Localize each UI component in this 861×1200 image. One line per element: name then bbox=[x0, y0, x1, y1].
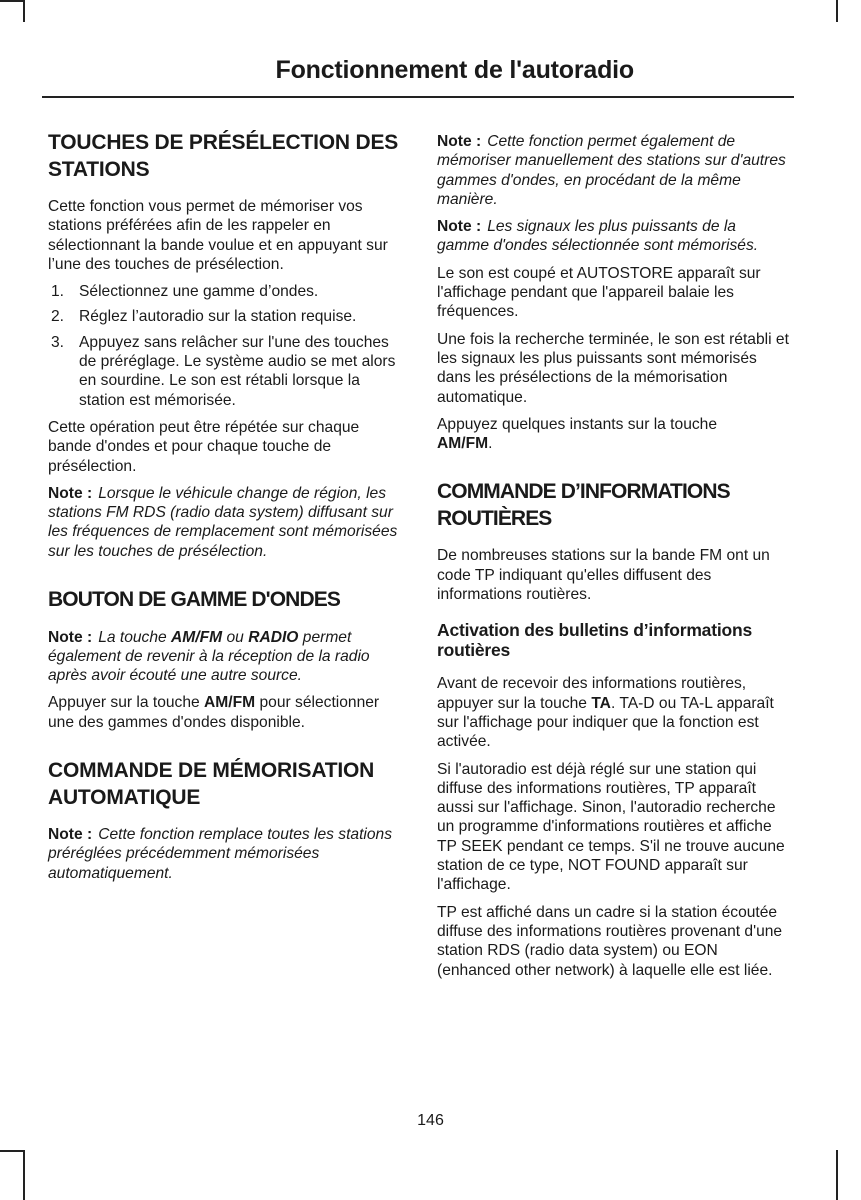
paragraph-tp-code: De nombreuses stations sur la bande FM ont un code TP indiquant qu'elles diffusent des informations routières. bbox=[437, 547, 770, 604]
left-column bbox=[48, 130, 400, 891]
paragraph-intro: Cette fonction vous permet de mémoriser vos stations préférées afin de les rappeler en sélectionnant la bande voulue et en appuyant sur l’une des touches de présélection. bbox=[48, 198, 388, 273]
paragraph-tp-box: TP est affiché dans un cadre si la station écoutée diffuse des informations routières provenant d'une station RDS (radio data system) ou EON (enhanced other network) à laquelle elle est liée. bbox=[437, 903, 783, 979]
crop-mark bbox=[836, 0, 838, 22]
paragraph-autostore-mute: Le son est coupé et AUTOSTORE apparaît sur l'affichage pendant que l'appareil balaie les fréquences. bbox=[437, 264, 761, 321]
paragraph-press-amfm: Appuyez quelques instants sur la touche AM/FM. bbox=[437, 415, 718, 453]
crop-mark bbox=[0, 0, 25, 2]
note-autostore: Note : Cette fonction remplace toutes les stations préréglées précédemment mémorisées automatiquement. bbox=[48, 826, 393, 882]
crop-mark bbox=[836, 1150, 838, 1200]
paragraph-band-select: Appuyer sur la touche AM/FM pour sélectionner une des gammes d'ondes disponible. bbox=[48, 694, 380, 731]
crop-mark bbox=[23, 0, 25, 22]
heading-preset-buttons: TOUCHES DE PRÉSÉLECTION DES STATIONS bbox=[48, 131, 399, 181]
note-band: Note : La touche AM/FM ou RADIO permet également de revenir à la réception de la radio après avoir écouté une autre source. bbox=[48, 628, 370, 685]
note-label: Note : bbox=[48, 484, 93, 502]
note-label: Note : bbox=[48, 628, 93, 646]
page-number: 146 bbox=[417, 1112, 444, 1129]
paragraph-repeat: Cette opération peut être répétée sur chaque bande d'ondes et pour chaque touche de présélection. bbox=[48, 418, 360, 475]
note-label: Note : bbox=[48, 826, 93, 844]
right-column bbox=[437, 132, 789, 988]
heading-autostore: COMMANDE DE MÉMORISATION AUTOMATIQUE bbox=[48, 759, 375, 809]
note-manual-store: Note : Cette fonction permet également de mémoriser manuellement des stations sur d'autres gammes d'ondes, en procédant de la même manière. bbox=[437, 133, 786, 208]
note-label: Note : bbox=[437, 218, 482, 236]
list-item: 1. Sélectionnez une gamme d’ondes. bbox=[51, 283, 319, 301]
list-item: 3. Appuyez sans relâcher sur l'une des touches de préréglage. Le système audio se met alors en sourdine. Le son est rétabli lorsque la station est mémorisée. bbox=[51, 333, 396, 409]
heading-band-button: BOUTON DE GAMME D'ONDES bbox=[48, 588, 340, 612]
note-region-change: Note : Lorsque le véhicule change de région, les stations FM RDS (radio data system) diffusant sur les fréquences de remplacement sont mémorisées sur les touches de présélection. bbox=[48, 484, 398, 560]
subheading-activation: Activation des bulletins d’informations routières bbox=[437, 620, 753, 661]
steps-list bbox=[48, 282, 400, 410]
paragraph-ta-button: Avant de recevoir des informations routières, appuyer sur la touche TA. TA-D ou TA-L apparaît sur l'affichage pour indiquer que la fonction est activée. bbox=[437, 675, 774, 751]
page-title: Fonctionnement de l'autoradio bbox=[275, 56, 634, 84]
note-strongest-signals: Note : Les signaux les plus puissants de la gamme d'ondes sélectionnée sont mémorisés. bbox=[437, 218, 759, 255]
list-item: 2. Réglez l’autoradio sur la station requise. bbox=[51, 308, 357, 326]
header-divider bbox=[42, 96, 794, 98]
crop-mark bbox=[0, 1150, 25, 1152]
crop-mark bbox=[23, 1150, 25, 1200]
heading-traffic-info: COMMANDE D’INFORMATIONS ROUTIÈRES bbox=[437, 480, 730, 530]
paragraph-tp-seek: Si l'autoradio est déjà réglé sur une station qui diffuse des informations routières, TP apparaît aussi sur l'affichage. Sinon, l'autoradio recherche un programme d'informations routières et affiche TP SEEK pendant ce temps. S'il ne trouve aucune station de ce type, NOT FOUND apparaît sur l'affichage. bbox=[437, 760, 785, 894]
paragraph-search-done: Une fois la recherche terminée, le son est rétabli et les signaux les plus puissants sont mémorisés dans les présélections de la mémorisation automatique. bbox=[437, 330, 789, 406]
note-label: Note : bbox=[437, 133, 482, 150]
